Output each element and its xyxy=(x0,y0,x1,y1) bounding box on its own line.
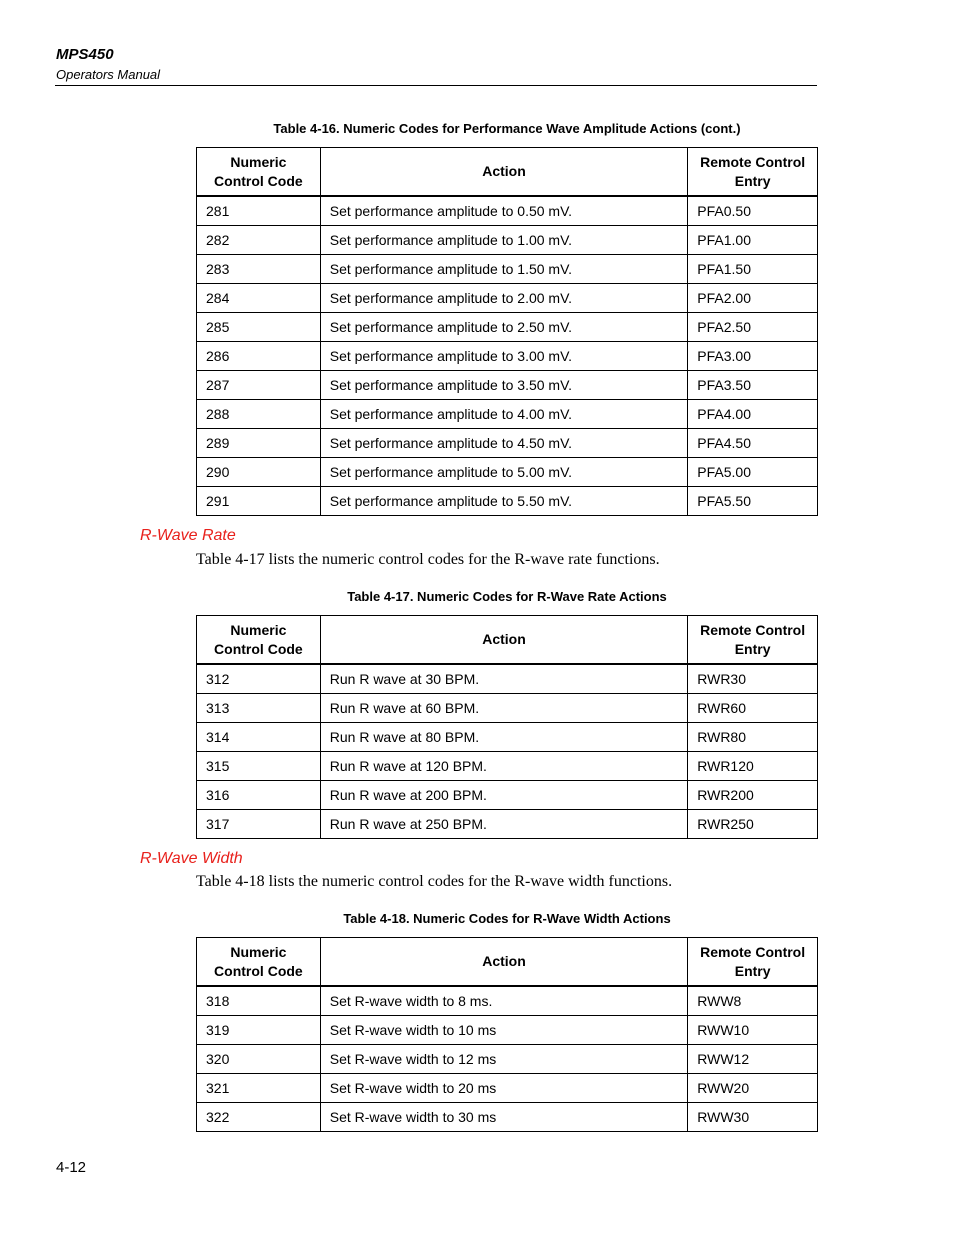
section-heading-r-wave-width: R-Wave Width xyxy=(140,850,243,867)
table-row xyxy=(197,1045,818,1074)
numeric-code-cell: 318 xyxy=(197,986,321,1016)
numeric-code-cell: 315 xyxy=(197,752,321,781)
numeric-code-cell: 317 xyxy=(197,810,321,839)
remote-entry-cell: RWW20 xyxy=(688,1074,818,1103)
table-row xyxy=(197,458,818,487)
table-row xyxy=(197,487,818,516)
table-row xyxy=(197,313,818,342)
header-action: Action xyxy=(320,616,688,665)
remote-entry-cell: RWW10 xyxy=(688,1016,818,1045)
numeric-code-cell: 321 xyxy=(197,1074,321,1103)
header-remote-control-entry: Remote Control Entry xyxy=(688,616,818,665)
remote-entry-cell: RWR120 xyxy=(688,752,818,781)
numeric-code-cell: 314 xyxy=(197,723,321,752)
action-cell: Set R-wave width to 12 ms xyxy=(320,1045,688,1074)
action-cell: Set performance amplitude to 5.50 mV. xyxy=(320,487,688,516)
action-cell: Set performance amplitude to 1.00 mV. xyxy=(320,226,688,255)
table-row xyxy=(197,226,818,255)
numeric-code-cell: 285 xyxy=(197,313,321,342)
header-action: Action xyxy=(320,938,688,987)
table-row xyxy=(197,723,818,752)
table-row xyxy=(197,1074,818,1103)
action-cell: Run R wave at 30 BPM. xyxy=(320,664,688,694)
remote-entry-cell: PFA5.00 xyxy=(688,458,818,487)
action-cell: Run R wave at 60 BPM. xyxy=(320,694,688,723)
section-heading-r-wave-rate: R-Wave Rate xyxy=(140,527,236,544)
numeric-code-cell: 284 xyxy=(197,284,321,313)
table-row xyxy=(197,342,818,371)
action-cell: Run R wave at 250 BPM. xyxy=(320,810,688,839)
intro-r-wave-width: Table 4-18 lists the numeric control codes for the R-wave width functions. xyxy=(196,873,673,890)
remote-entry-cell: PFA4.00 xyxy=(688,400,818,429)
table-row xyxy=(197,694,818,723)
table-row xyxy=(197,284,818,313)
action-cell: Set performance amplitude to 1.50 mV. xyxy=(320,255,688,284)
table-row xyxy=(197,429,818,458)
header-remote-control-entry: Remote Control Entry xyxy=(688,148,818,197)
action-cell: Set R-wave width to 10 ms xyxy=(320,1016,688,1045)
remote-entry-cell: PFA5.50 xyxy=(688,487,818,516)
remote-entry-cell: RWR250 xyxy=(688,810,818,839)
page-number: 4-12 xyxy=(56,1159,87,1176)
numeric-code-cell: 281 xyxy=(197,196,321,226)
remote-entry-cell: PFA1.50 xyxy=(688,255,818,284)
table-16-caption: Table 4-16. Numeric Codes for Performance Wave Amplitude Actions (cont.) xyxy=(273,121,741,136)
table-16 xyxy=(196,147,818,516)
action-cell: Set performance amplitude to 2.00 mV. xyxy=(320,284,688,313)
action-cell: Set performance amplitude to 3.00 mV. xyxy=(320,342,688,371)
numeric-code-cell: 288 xyxy=(197,400,321,429)
action-cell: Set performance amplitude to 2.50 mV. xyxy=(320,313,688,342)
remote-entry-cell: PFA2.00 xyxy=(688,284,818,313)
remote-entry-cell: PFA4.50 xyxy=(688,429,818,458)
header-action: Action xyxy=(320,148,688,197)
action-cell: Set R-wave width to 30 ms xyxy=(320,1103,688,1132)
table-row xyxy=(197,371,818,400)
table-row xyxy=(197,664,818,694)
remote-entry-cell: RWW12 xyxy=(688,1045,818,1074)
header-numeric-control-code: Numeric Control Code xyxy=(197,616,321,665)
intro-r-wave-rate: Table 4-17 lists the numeric control codes for the R-wave rate functions. xyxy=(196,551,660,568)
table-18-caption: Table 4-18. Numeric Codes for R-Wave Width Actions xyxy=(343,911,671,926)
action-cell: Set performance amplitude to 4.50 mV. xyxy=(320,429,688,458)
numeric-code-cell: 287 xyxy=(197,371,321,400)
table-row xyxy=(197,400,818,429)
numeric-code-cell: 319 xyxy=(197,1016,321,1045)
header-numeric-control-code: Numeric Control Code xyxy=(197,938,321,987)
table-17 xyxy=(196,615,818,839)
table-row xyxy=(197,986,818,1016)
action-cell: Set performance amplitude to 5.00 mV. xyxy=(320,458,688,487)
action-cell: Set R-wave width to 20 ms xyxy=(320,1074,688,1103)
table-row xyxy=(197,196,818,226)
numeric-code-cell: 291 xyxy=(197,487,321,516)
remote-entry-cell: RWR200 xyxy=(688,781,818,810)
numeric-code-cell: 286 xyxy=(197,342,321,371)
table-row xyxy=(197,1016,818,1045)
remote-entry-cell: PFA3.50 xyxy=(688,371,818,400)
action-cell: Run R wave at 200 BPM. xyxy=(320,781,688,810)
remote-entry-cell: RWW30 xyxy=(688,1103,818,1132)
table-header-row xyxy=(197,148,818,197)
manual-subtitle: Operators Manual xyxy=(56,67,161,82)
numeric-code-cell: 289 xyxy=(197,429,321,458)
remote-entry-cell: PFA3.00 xyxy=(688,342,818,371)
action-cell: Set performance amplitude to 4.00 mV. xyxy=(320,400,688,429)
table-17-caption: Table 4-17. Numeric Codes for R-Wave Rate Actions xyxy=(347,589,667,604)
table-header-row xyxy=(197,616,818,665)
action-cell: Set performance amplitude to 0.50 mV. xyxy=(320,196,688,226)
remote-entry-cell: PFA2.50 xyxy=(688,313,818,342)
numeric-code-cell: 282 xyxy=(197,226,321,255)
numeric-code-cell: 290 xyxy=(197,458,321,487)
numeric-code-cell: 283 xyxy=(197,255,321,284)
header-numeric-control-code: Numeric Control Code xyxy=(197,148,321,197)
action-cell: Run R wave at 80 BPM. xyxy=(320,723,688,752)
remote-entry-cell: PFA1.00 xyxy=(688,226,818,255)
table-header-row xyxy=(197,938,818,987)
table-row xyxy=(197,255,818,284)
table-row xyxy=(197,810,818,839)
header-remote-control-entry: Remote Control Entry xyxy=(688,938,818,987)
remote-entry-cell: PFA0.50 xyxy=(688,196,818,226)
manual-title: MPS450 xyxy=(56,46,114,63)
table-row xyxy=(197,781,818,810)
remote-entry-cell: RWR30 xyxy=(688,664,818,694)
table-18 xyxy=(196,937,818,1132)
table-row xyxy=(197,1103,818,1132)
remote-entry-cell: RWR60 xyxy=(688,694,818,723)
numeric-code-cell: 322 xyxy=(197,1103,321,1132)
table-row xyxy=(197,752,818,781)
numeric-code-cell: 313 xyxy=(197,694,321,723)
remote-entry-cell: RWR80 xyxy=(688,723,818,752)
action-cell: Set R-wave width to 8 ms. xyxy=(320,986,688,1016)
remote-entry-cell: RWW8 xyxy=(688,986,818,1016)
action-cell: Set performance amplitude to 3.50 mV. xyxy=(320,371,688,400)
action-cell: Run R wave at 120 BPM. xyxy=(320,752,688,781)
header-rule xyxy=(55,85,817,86)
numeric-code-cell: 320 xyxy=(197,1045,321,1074)
numeric-code-cell: 312 xyxy=(197,664,321,694)
numeric-code-cell: 316 xyxy=(197,781,321,810)
